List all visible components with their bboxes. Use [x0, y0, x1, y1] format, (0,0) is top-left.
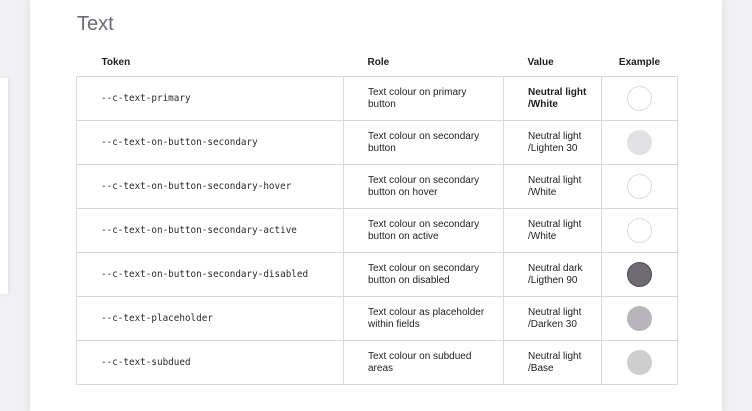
token-role: Text colour on secondary button on hover [344, 165, 504, 209]
table-body [77, 77, 678, 385]
column-header-token: Token [77, 48, 344, 77]
token-value: Neutral light /White [504, 77, 602, 121]
example-cell [602, 253, 678, 297]
color-swatch [627, 130, 652, 155]
token-role: Text colour on secondary button [344, 121, 504, 165]
example-cell [602, 297, 678, 341]
color-swatch [627, 218, 652, 243]
color-swatch [627, 262, 652, 287]
token-name: --c-text-on-button-secondary [77, 121, 344, 165]
token-role: Text colour as placeholder within fields [344, 297, 504, 341]
color-swatch [627, 350, 652, 375]
token-name: --c-text-on-button-secondary-hover [77, 165, 344, 209]
token-table [76, 48, 678, 385]
token-value: Neutral light /White [504, 209, 602, 253]
adjacent-panel-edge [0, 78, 8, 294]
table-row [77, 209, 678, 253]
token-name: --c-text-primary [77, 77, 344, 121]
section-title: Text [77, 13, 114, 35]
token-role: Text colour on subdued areas [344, 341, 504, 385]
token-value: Neutral light /Darken 30 [504, 297, 602, 341]
example-cell [602, 341, 678, 385]
token-value: Neutral dark /Ligthen 90 [504, 253, 602, 297]
example-cell [602, 121, 678, 165]
color-swatch [627, 306, 652, 331]
table-row [77, 77, 678, 121]
token-name: --c-text-placeholder [77, 297, 344, 341]
column-header-role: Role [344, 48, 504, 77]
token-name: --c-text-on-button-secondary-disabled [77, 253, 344, 297]
example-cell [602, 77, 678, 121]
table-row [77, 121, 678, 165]
table-row [77, 341, 678, 385]
color-swatch [627, 174, 652, 199]
column-header-value: Value [504, 48, 602, 77]
token-role: Text colour on primary button [344, 77, 504, 121]
color-swatch [627, 86, 652, 111]
token-value: Neutral light /White [504, 165, 602, 209]
table-row [77, 165, 678, 209]
content-card [30, 0, 722, 411]
example-cell [602, 165, 678, 209]
token-role: Text colour on secondary button on active [344, 209, 504, 253]
token-value: Neutral light /Lighten 30 [504, 121, 602, 165]
token-role: Text colour on secondary button on disabled [344, 253, 504, 297]
column-header-example: Example [602, 48, 678, 77]
token-name: --c-text-subdued [77, 341, 344, 385]
table-row [77, 297, 678, 341]
table-header-row [77, 48, 678, 77]
token-value: Neutral light /Base [504, 341, 602, 385]
example-cell [602, 209, 678, 253]
table-row [77, 253, 678, 297]
token-name: --c-text-on-button-secondary-active [77, 209, 344, 253]
